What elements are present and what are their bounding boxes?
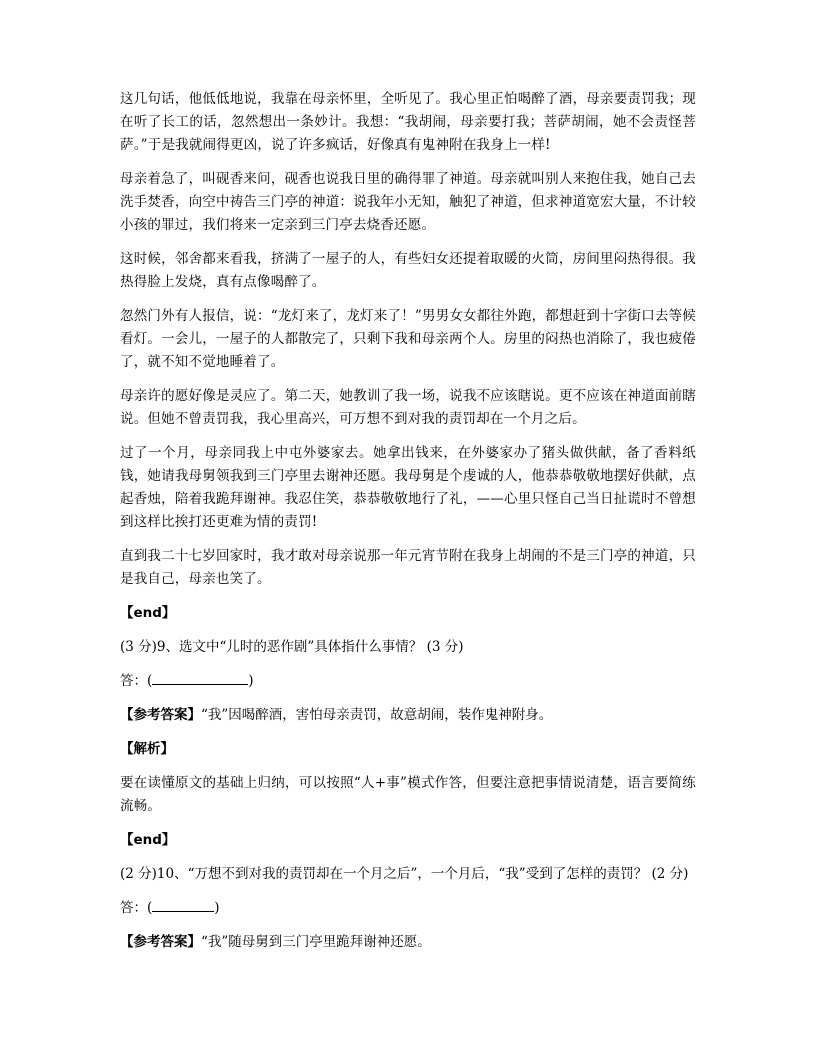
document-page	[120, 88, 696, 965]
story-paragraph-5: 母亲许的愿好像是灵应了。第二天，她教训了我一场，说我不应该瞎说。更不应该在神道面前瞎说。但她不曾责罚我，我心里高兴，可万想不到对我的责罚却在一个月之后。	[120, 388, 696, 427]
question-10-answer-line	[120, 897, 696, 920]
story-paragraph-3: 这时候，邻舍都来看我，挤满了一屋子的人，有些妇女还提着取暖的火筒，房间里闷热得很。我热得脸上发烧，真有点像喝醉了。	[120, 251, 696, 290]
answer-suffix: )	[248, 673, 254, 689]
question-9-reference-answer	[120, 704, 696, 727]
end-marker-2: 【end】	[120, 832, 176, 848]
reference-answer-text: “我”随母舅到三门亭里跪拜谢神还愿。	[201, 934, 431, 950]
question-10-reference-answer	[120, 931, 696, 954]
story-paragraph-4: 忽然门外有人报信，说：“龙灯来了，龙灯来了！”男男女女都往外跑，都想赶到十字街口去等候看灯。一会儿，一屋子的人都散完了，只剩下我和母亲两个人。房里的闷热也消除了，我也疲倦了，就不知不觉地睡着了。	[120, 308, 696, 370]
story-paragraph-2: 母亲着急了，叫砚香来问，砚香也说我日里的确得罪了神道。母亲就叫别人来抱住我，她自己去洗手焚香，向空中祷告三门亭的神道：说我年小无知，触犯了神道，但求神道宽宏大量，不计较小孩的罪过，我们将来一定亲到三门亭去烧香还愿。	[120, 171, 696, 233]
question-9-prompt: (3 分)9、选文中“儿时的恶作剧”具体指什么事情？ (3 分)	[120, 639, 464, 655]
story-paragraph-1: 这几句话，他低低地说，我靠在母亲怀里，全听见了。我心里正怕喝醉了酒，母亲要责罚我；现在听了长工的话，忽然想出一条妙计。我想：“我胡闹，母亲要打我；菩萨胡闹，她不会责怪菩萨。”于是我就闹得更凶，说了许多疯话，好像真有鬼神附在我身上一样!	[120, 91, 696, 153]
reference-answer-label: 【参考答案】	[120, 707, 201, 723]
reference-answer-text: “我”因喝醉酒，害怕母亲责罚，故意胡闹，装作鬼神附身。	[201, 707, 553, 723]
story-paragraph-6: 过了一个月，母亲同我上中屯外婆家去。她拿出钱来，在外婆家办了猪头做供献，备了香料纸钱，她请我母舅领我到三门亭里去谢神还愿。我母舅是个虔诚的人，他恭恭敬敬地摆好供献，点起香烛，陪着我跪拜谢神。我忍住笑，恭恭敬敬地行了礼，——心里只怪自己当日扯谎时不曾想到这样比挨打还更难为情的责罚!	[120, 445, 696, 530]
reference-answer-label: 【参考答案】	[120, 934, 201, 950]
question-9-answer-line	[120, 670, 696, 693]
answer-prefix: 答：(	[120, 673, 153, 689]
analysis-label: 【解析】	[120, 741, 174, 757]
question-10-prompt: (2 分)10、“万想不到对我的责罚却在一个月之后”，一个月后，“我”受到了怎样的责罚？ (2 分)	[120, 866, 689, 882]
story-paragraph-7: 直到我二十七岁回家时，我才敢对母亲说那一年元宵节附在我身上胡闹的不是三门亭的神道，只是我自己，母亲也笑了。	[120, 548, 696, 587]
answer-blank[interactable]	[152, 897, 214, 912]
answer-prefix: 答：(	[120, 900, 153, 916]
answer-blank[interactable]	[152, 670, 248, 685]
analysis-text: 要在读懂原文的基础上归纳，可以按照“人+事”模式作答，但要注意把事情说清楚，语言要简练流畅。	[120, 775, 696, 814]
answer-suffix: )	[214, 900, 220, 916]
end-marker: 【end】	[120, 605, 176, 621]
